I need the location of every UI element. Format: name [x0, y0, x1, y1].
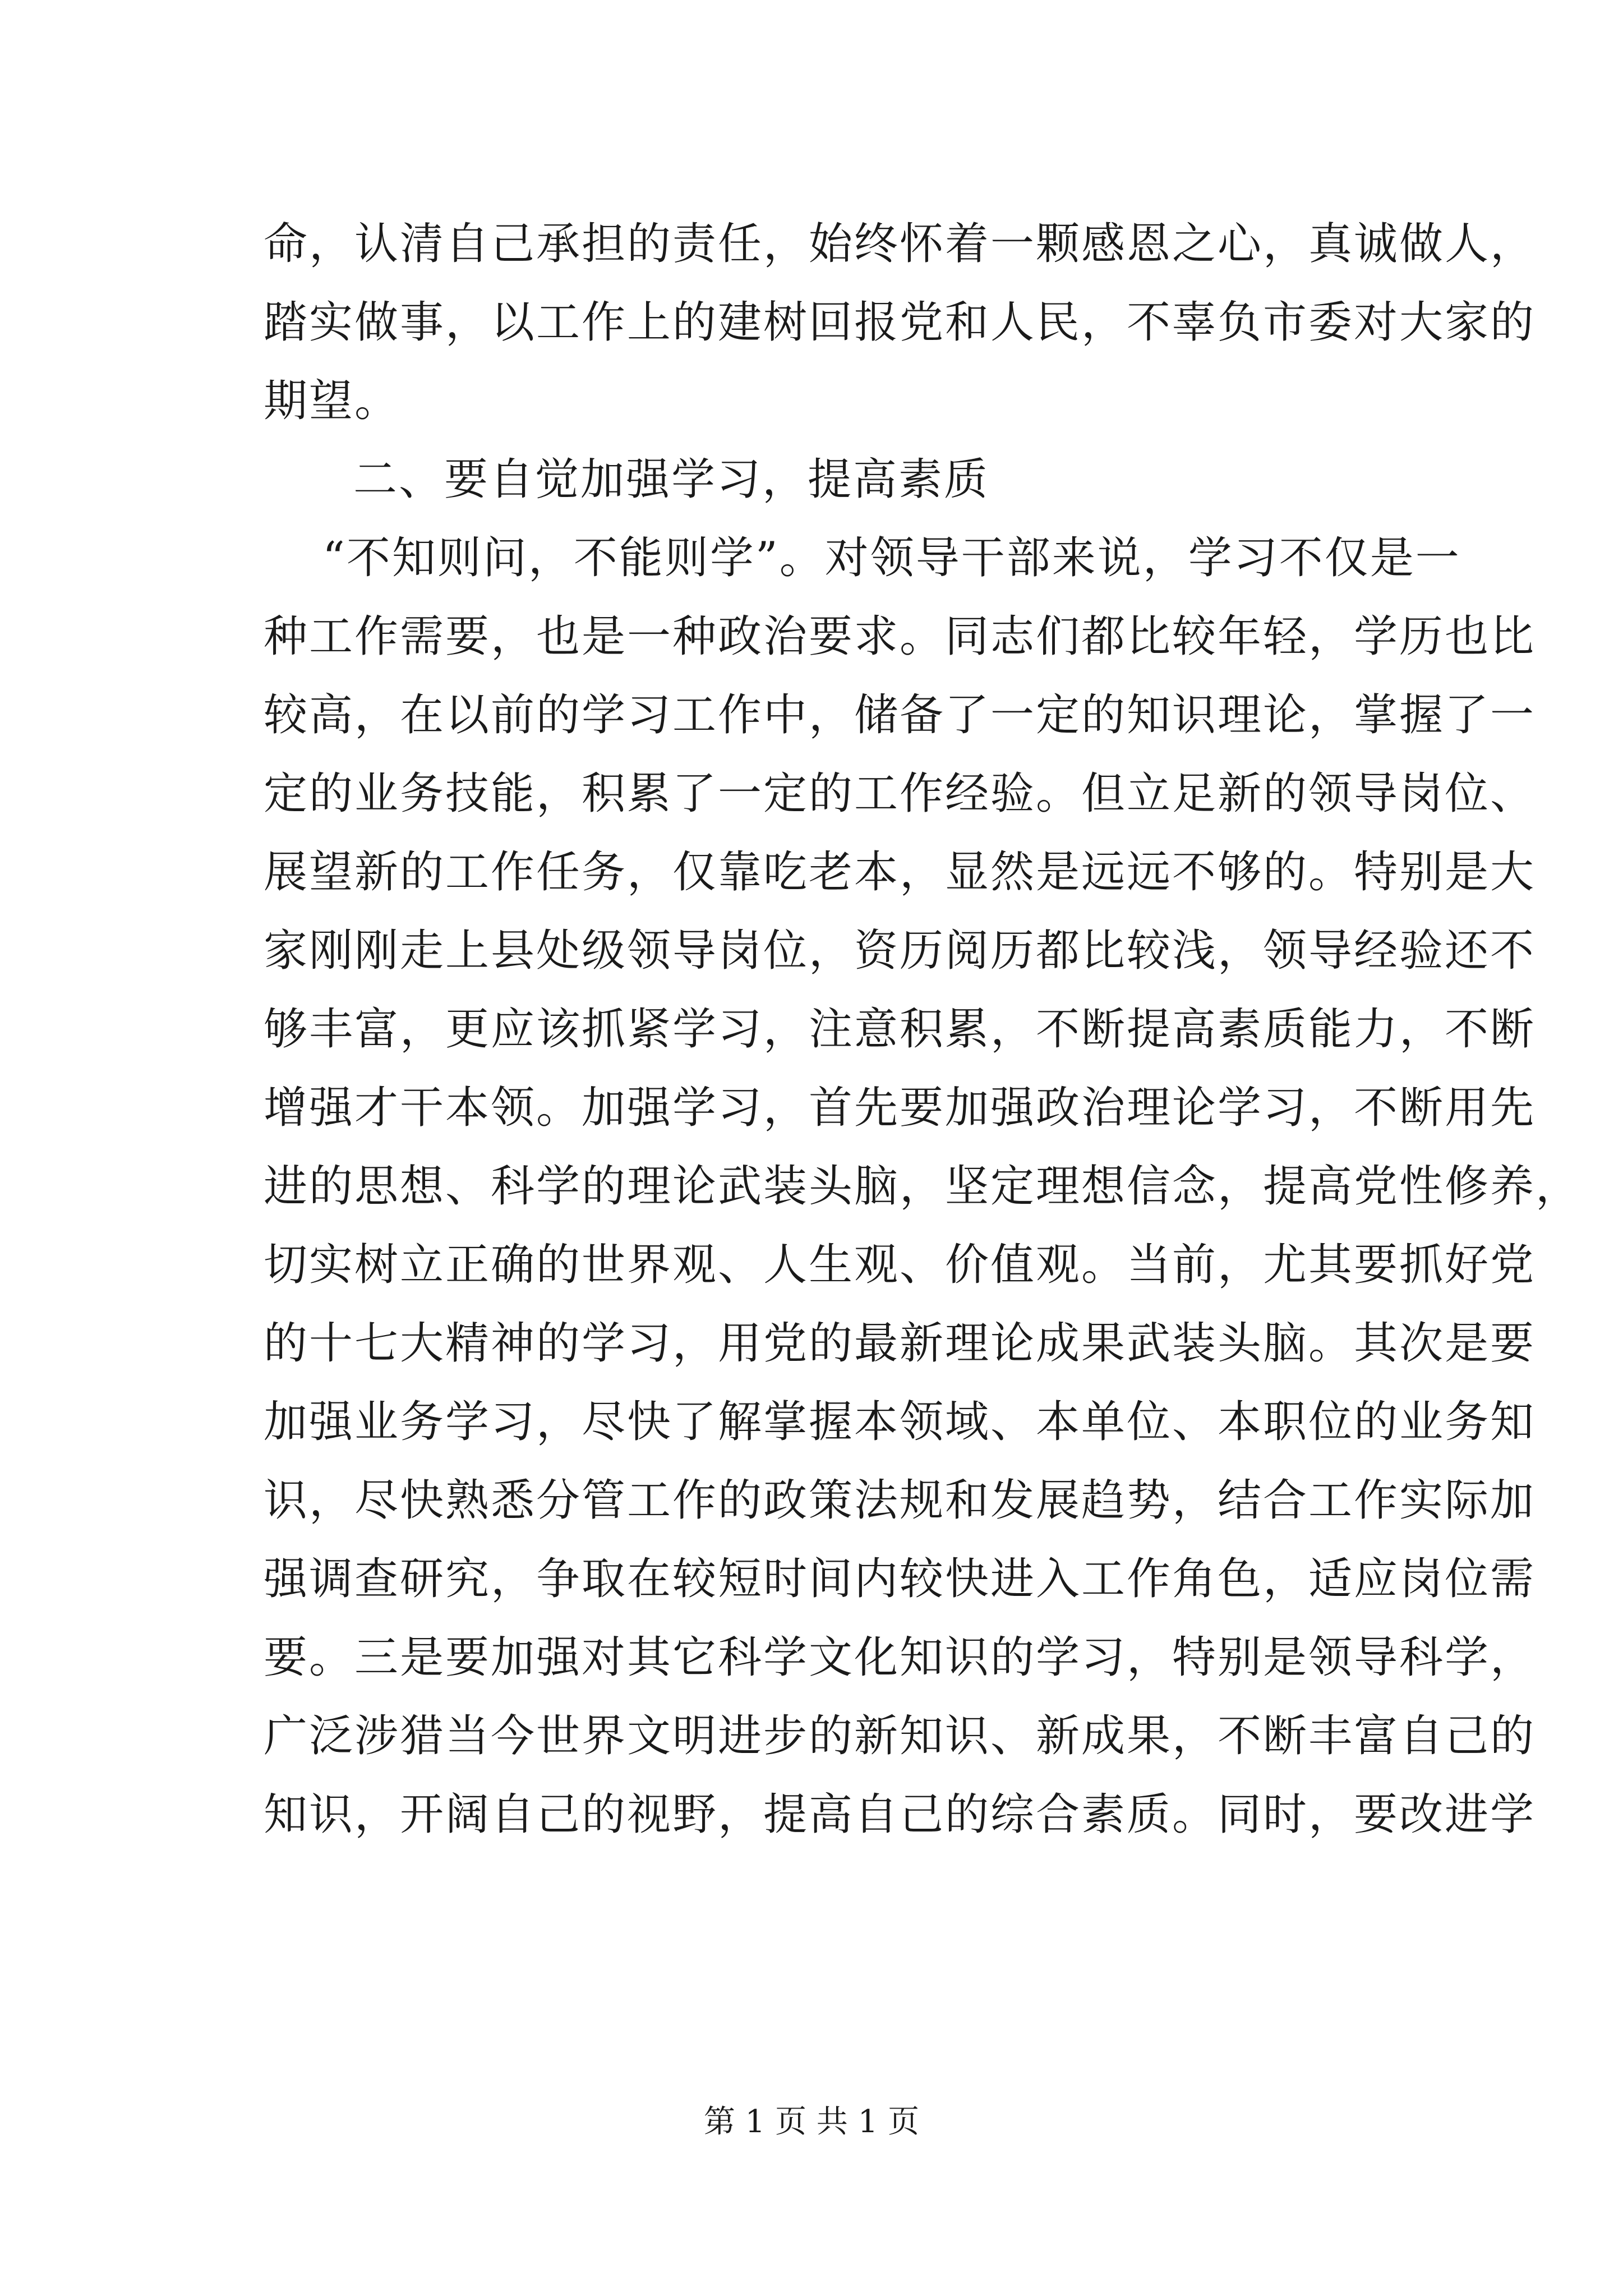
paragraph-line: 家刚刚走上县处级领导岗位，资历阅历都比较浅，领导经验还不	[264, 926, 1536, 976]
paragraph-line: 加强业务学习，尽快了解掌握本领域、本单位、本职位的业务知	[264, 1397, 1536, 1447]
paragraph-line: 切实树立正确的世界观、人生观、价值观。当前，尤其要抓好党	[264, 1240, 1536, 1290]
paragraph-line: 广泛涉猎当今世界文明进步的新知识、新成果，不断丰富自己的	[264, 1711, 1536, 1761]
paragraph-line: 命，认清自己承担的责任，始终怀着一颗感恩之心，真诚做人，	[264, 219, 1536, 269]
paragraph-line: 期望。	[264, 376, 400, 426]
paragraph-line: 进的思想、科学的理论武装头脑，坚定理想信念，提高党性修养，	[264, 1161, 1581, 1212]
paragraph-line: 知识，开阔自己的视野，提高自己的综合素质。同时，要改进学	[264, 1789, 1536, 1840]
section-heading: 二、要自觉加强学习，提高素质	[353, 454, 990, 505]
page-footer: 第 1 页 共 1 页	[703, 2104, 920, 2140]
paragraph-line: 展望新的工作任务，仅靠吃老本，显然是远远不够的。特别是大	[264, 847, 1536, 898]
paragraph-line: 踏实做事，以工作上的建树回报党和人民，不辜负市委对大家的	[264, 297, 1536, 348]
document-body	[264, 205, 1581, 1854]
paragraph-line: 种工作需要，也是一种政治要求。同志们都比较年轻，学历也比	[264, 611, 1536, 662]
paragraph-line: 识，尽快熟悉分管工作的政策法规和发展趋势，结合工作实际加	[264, 1475, 1536, 1526]
paragraph-line: “不知则问，不能则学”。对领导干部来说，学习不仅是一	[322, 533, 1461, 583]
paragraph-line: 增强才干本领。加强学习，首先要加强政治理论学习，不断用先	[264, 1083, 1536, 1133]
paragraph-line: 定的业务技能，积累了一定的工作经验。但立足新的领导岗位、	[264, 769, 1536, 819]
paragraph-line: 要。三是要加强对其它科学文化知识的学习，特别是领导科学，	[264, 1632, 1536, 1683]
paragraph-line: 强调查研究，争取在较短时间内较快进入工作角色，适应岗位需	[264, 1554, 1536, 1604]
paragraph-line: 的十七大精神的学习，用党的最新理论成果武装头脑。其次是要	[264, 1318, 1536, 1369]
paragraph-line: 够丰富，更应该抓紧学习，注意积累，不断提高素质能力，不断	[264, 1004, 1536, 1055]
paragraph-line: 较高，在以前的学习工作中，储备了一定的知识理论，掌握了一	[264, 690, 1536, 740]
